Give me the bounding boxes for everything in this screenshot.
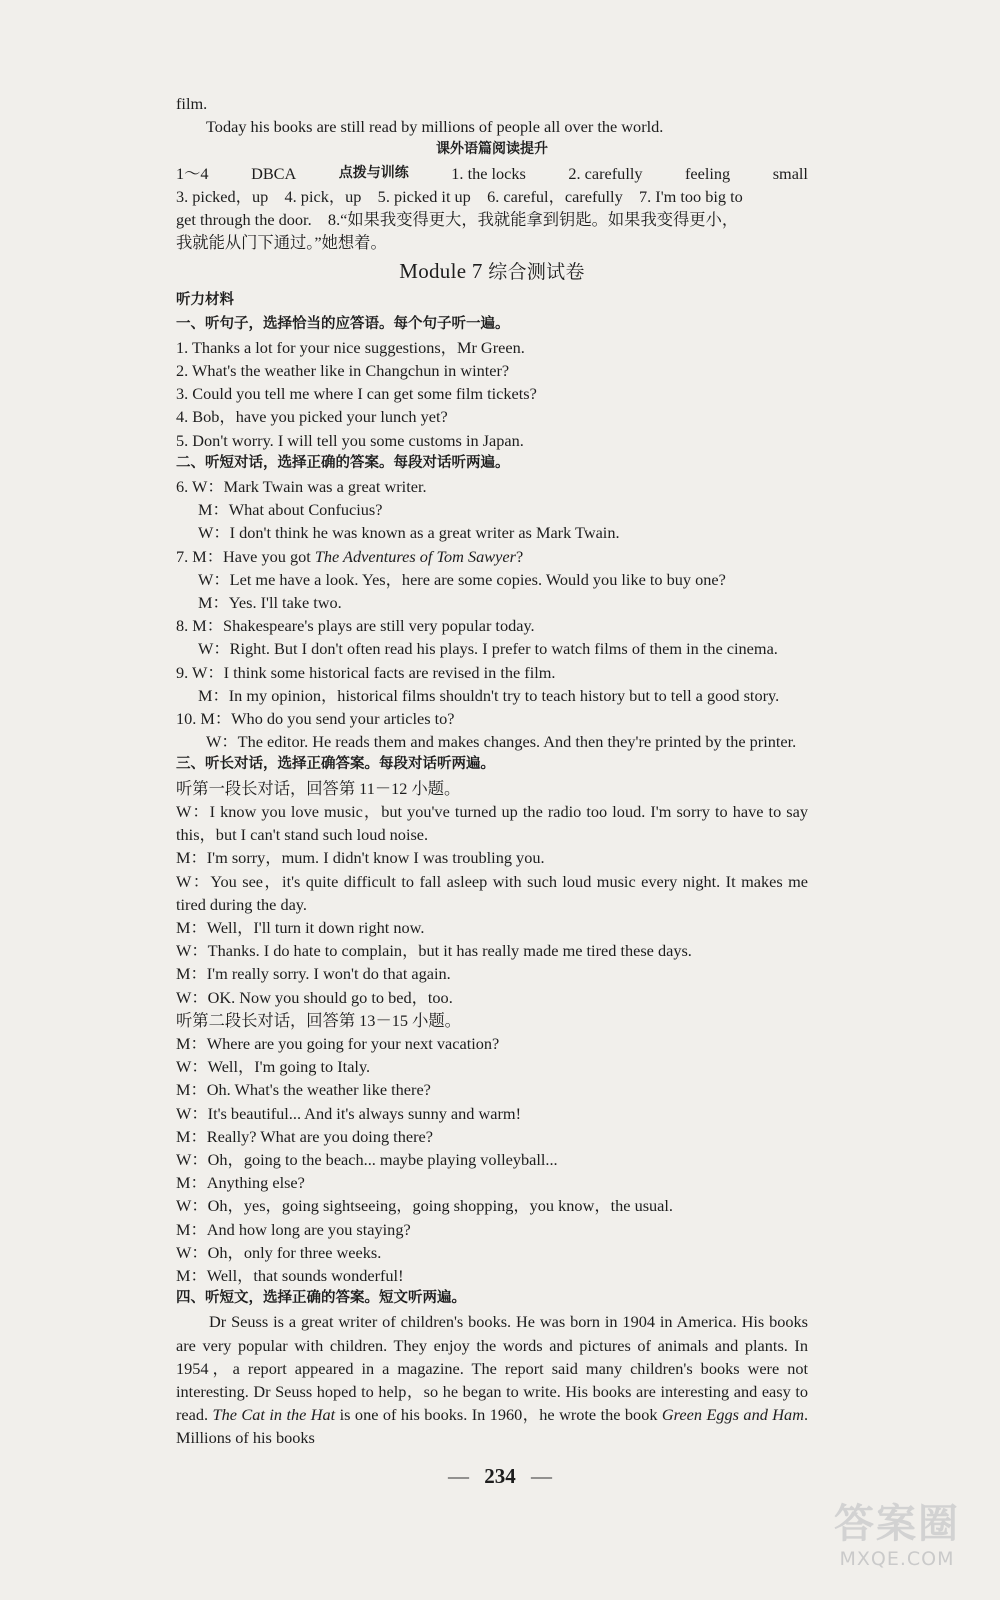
dialog-line: W：Let me have a look. Yes，here are some copies. Would you like to buy one?	[198, 569, 726, 589]
section-heading: 二、听短对话，选择正确的答案。每段对话听两遍。	[176, 454, 510, 471]
dialog-text: 7. M：Have you got	[176, 546, 315, 566]
book-title: Green Eggs and Ham	[661, 1405, 804, 1425]
passage-text: Dr Seuss is a great writer of children's books. He was born in 1904 in America. His books are very popular with children. They enjoy the words and pictures of animals and plants. In 1954，a report appeared in a magazine. The report said many children's books were not interesting. Dr Seuss hoped to help，so he began to write. His books are interesting and easy to read.	[176, 1312, 808, 1425]
page-number-footer	[0, 1464, 1000, 1489]
dialog-line: M：I'm sorry，mum. I didn't know I was troubling you.	[176, 848, 545, 868]
dialog-line: M：What about Confucius?	[198, 500, 383, 520]
answer-row: 3. picked，up 4. pick，up 5. picked it up 6. careful，carefully 7. I'm too big to	[176, 186, 743, 206]
footer-dash: —	[448, 1464, 469, 1488]
dialog-line: M：And how long are you staying?	[176, 1219, 411, 1239]
footer-dash: —	[531, 1464, 552, 1488]
answer-item: feeling	[685, 163, 731, 183]
list-item: 5. Don't worry. I will tell you some customs in Japan.	[176, 430, 524, 450]
answer-subheading: 点拨与训练	[338, 164, 409, 181]
dialog-line: W：I know you love music，but you've turned up the radio too loud. I'm sorry to have to say this，but I can't stand such loud noise.	[176, 801, 808, 845]
module-title	[176, 255, 808, 288]
answer-item: small	[772, 163, 808, 183]
dialog-line: 6. W：Mark Twain was a great writer.	[176, 477, 427, 497]
dialog-intro: 听第一段长对话，回答第 11－12 小题。	[176, 778, 461, 798]
dialog-line: W：Right. But I don't often read his plays. I prefer to watch films of them in the cinema.	[198, 639, 778, 659]
answer-range: 1～4	[176, 163, 209, 183]
section-heading: 三、听长对话，选择正确答案。每段对话听两遍。	[176, 756, 495, 773]
answer-row: 我就能从门下通过。”她想着。	[176, 233, 387, 253]
dialog-line: W：Oh，only for three weeks.	[176, 1242, 382, 1262]
module-title-en: Module 7	[399, 259, 483, 284]
watermark-url: MXQE.COM	[839, 1548, 955, 1570]
watermark-logo	[812, 1500, 982, 1580]
section-heading: 四、听短文，选择正确的答案。短文听两遍。	[176, 1290, 466, 1307]
dialog-line: 10. M：Who do you send your articles to?	[176, 709, 455, 729]
passage-text: is one of his books. In 1960，he wrote the book	[335, 1405, 662, 1425]
list-item: 4. Bob，have you picked your lunch yet?	[176, 407, 448, 427]
dialog-line: W：OK. Now you should go to bed，too.	[176, 987, 453, 1007]
watermark-title: 答案圈	[834, 1501, 960, 1547]
dialog-line: M：Where are you going for your next vacation?	[176, 1033, 500, 1053]
passage-paragraph	[176, 1310, 808, 1449]
dialog-line: M：Really? What are you doing there?	[176, 1126, 433, 1146]
text-line: Today his books are still read by millions of people all over the world.	[206, 117, 664, 137]
dialog-line: W：I don't think he was known as a great writer as Mark Twain.	[198, 523, 620, 543]
dialog-line: M：Well，I'll turn it down right now.	[176, 917, 425, 937]
module-title-cn: 综合测试卷	[488, 261, 585, 284]
dialog-line: W：The editor. He reads them and makes changes. And then they're printed by the printer.	[206, 732, 797, 752]
list-item: 1. Thanks a lot for your nice suggestions，Mr Green.	[176, 337, 525, 357]
section-heading: 一、听句子，选择恰当的应答语。每个句子听一遍。	[176, 315, 510, 332]
dialog-line: W：It's beautiful... And it's always sunny and warm!	[176, 1103, 521, 1123]
book-title: The Cat in the Hat	[212, 1405, 336, 1425]
dialog-line: W：Oh，going to the beach... maybe playing volleyball...	[176, 1149, 558, 1169]
dialog-line: 9. W：I think some historical facts are revised in the film.	[176, 662, 556, 682]
dialog-line: M：I'm really sorry. I won't do that again.	[176, 964, 451, 984]
dialog-line	[176, 545, 808, 568]
answer-item: 1. the locks	[451, 163, 526, 183]
dialog-line: W：You see，it's quite difficult to fall asleep with such loud music every night. It makes me tired during the day.	[176, 871, 808, 914]
dialog-line: W：Well，I'm going to Italy.	[176, 1057, 371, 1077]
dialog-text: ?	[515, 546, 524, 566]
answer-row	[176, 162, 808, 185]
dialog-intro: 听第二段长对话，回答第 13－15 小题。	[176, 1010, 461, 1030]
text-line: film.	[176, 94, 208, 113]
extra-reading-heading: 课外语篇阅读提升	[436, 141, 548, 158]
dialog-line: M：Oh. What's the weather like there?	[176, 1080, 431, 1100]
book-title: The Adventures of Tom Sawyer	[314, 546, 516, 566]
answer-choices: DBCA	[251, 163, 297, 183]
answer-item: 2. carefully	[568, 163, 643, 183]
dialog-line: W：Oh，yes，going sightseeing，going shopping，you know，the usual.	[176, 1196, 674, 1216]
dialog-line: 8. M：Shakespeare's plays are still very popular today.	[176, 616, 535, 636]
passage-text: . Millions of his books	[176, 1405, 809, 1448]
page-number: 234	[484, 1464, 516, 1488]
answer-row: get through the door. 8.“如果我变得更大，我就能拿到钥匙。如果我变得更小，	[176, 210, 739, 230]
page-content	[176, 92, 808, 1450]
dialog-line: M：Yes. I'll take two.	[198, 593, 342, 613]
dialog-line: M：Well，that sounds wonderful!	[176, 1265, 404, 1285]
dialog-line: W：Thanks. I do hate to complain，but it has really made me tired these days.	[176, 941, 692, 961]
dialog-line: M：In my opinion，historical films shouldn't try to teach history but to tell a good story.	[198, 685, 780, 705]
dialog-line: M：Anything else?	[176, 1173, 305, 1193]
list-item: 2. What's the weather like in Changchun in winter?	[176, 361, 510, 381]
list-item: 3. Could you tell me where I can get some film tickets?	[176, 384, 537, 404]
listening-heading: 听力材料	[176, 292, 234, 309]
